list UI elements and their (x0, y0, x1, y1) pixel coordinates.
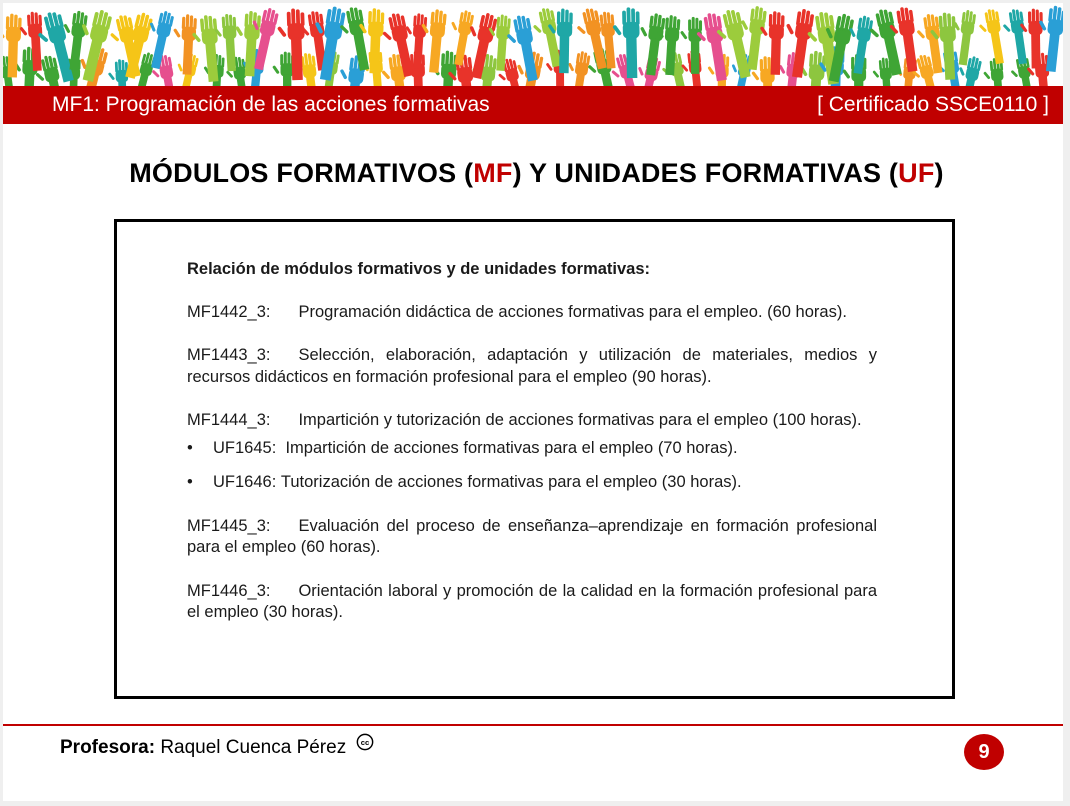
module-code: MF1444_3: (187, 411, 271, 429)
unit-code: UF1645: (213, 438, 277, 457)
slide (3, 3, 1063, 801)
hands-banner (3, 3, 1063, 86)
document-heading: Relación de módulos formativos y de unidades formativas: (187, 260, 651, 278)
module-code: MF1442_3: (187, 302, 271, 321)
page-number-badge: 9 (964, 734, 1004, 770)
module-entry (187, 302, 877, 324)
unit-text: Impartición de acciones formativas para el empleo (70 horas). (285, 438, 738, 457)
bullet-icon: • (187, 473, 193, 491)
course-title: MF1: Programación de las acciones formativas (52, 93, 490, 116)
unit-entry (187, 472, 877, 494)
module-code: MF1446_3: (187, 581, 271, 600)
page-title (3, 158, 1070, 189)
module-text: Impartición y tutorización de acciones formativas para el empleo (100 horas). (298, 411, 862, 429)
document-excerpt (187, 259, 877, 646)
module-entry (187, 345, 877, 388)
header-bar (3, 86, 1063, 124)
author-label: Profesora: (60, 737, 156, 758)
bullet-icon: • (187, 438, 193, 457)
module-code: MF1445_3: (187, 516, 271, 535)
title-uf: UF (898, 158, 935, 188)
module-entry (187, 516, 877, 559)
raised-hands-illustration (3, 3, 1063, 86)
unit-entry (187, 438, 877, 460)
module-text: Programación didáctica de acciones formativas para el empleo. (60 horas). (298, 302, 847, 321)
module-text: Orientación laboral y promoción de la calidad en la formación profesional para el empleo (30 horas). (187, 581, 877, 621)
title-text-3: ) (934, 158, 944, 188)
footer-author (60, 737, 374, 759)
module-entry (187, 410, 877, 432)
module-code: MF1443_3: (187, 346, 271, 364)
title-text-2: ) Y UNIDADES FORMATIVAS ( (512, 158, 899, 188)
title-text-1: MÓDULOS FORMATIVOS ( (129, 158, 474, 188)
title-mf: MF (473, 158, 513, 188)
svg-text:cc: cc (360, 737, 370, 747)
certificate-code: [ Certificado SSCE0110 ] (817, 93, 1049, 116)
hand-shape (1000, 8, 1029, 66)
footer-divider (3, 724, 1063, 726)
author-name: Raquel Cuenca Pérez (160, 737, 347, 758)
unit-text: Tutorización de acciones formativas para el empleo (30 horas). (280, 473, 742, 491)
hand-shape (272, 52, 294, 86)
hand-shape (976, 8, 1006, 66)
unit-code: UF1646: (213, 473, 277, 491)
creative-commons-icon (356, 733, 374, 751)
module-text: Selección, elaboración, adaptación y utilización de materiales, medios y recursos didácticos en formación profesional para el empleo (90 horas). (187, 346, 877, 386)
module-text: Evaluación del proceso de enseñanza–aprendizaje en formación profesional para el empleo (60 horas). (187, 516, 877, 556)
document-excerpt-box (114, 219, 955, 699)
module-entry (187, 581, 877, 624)
